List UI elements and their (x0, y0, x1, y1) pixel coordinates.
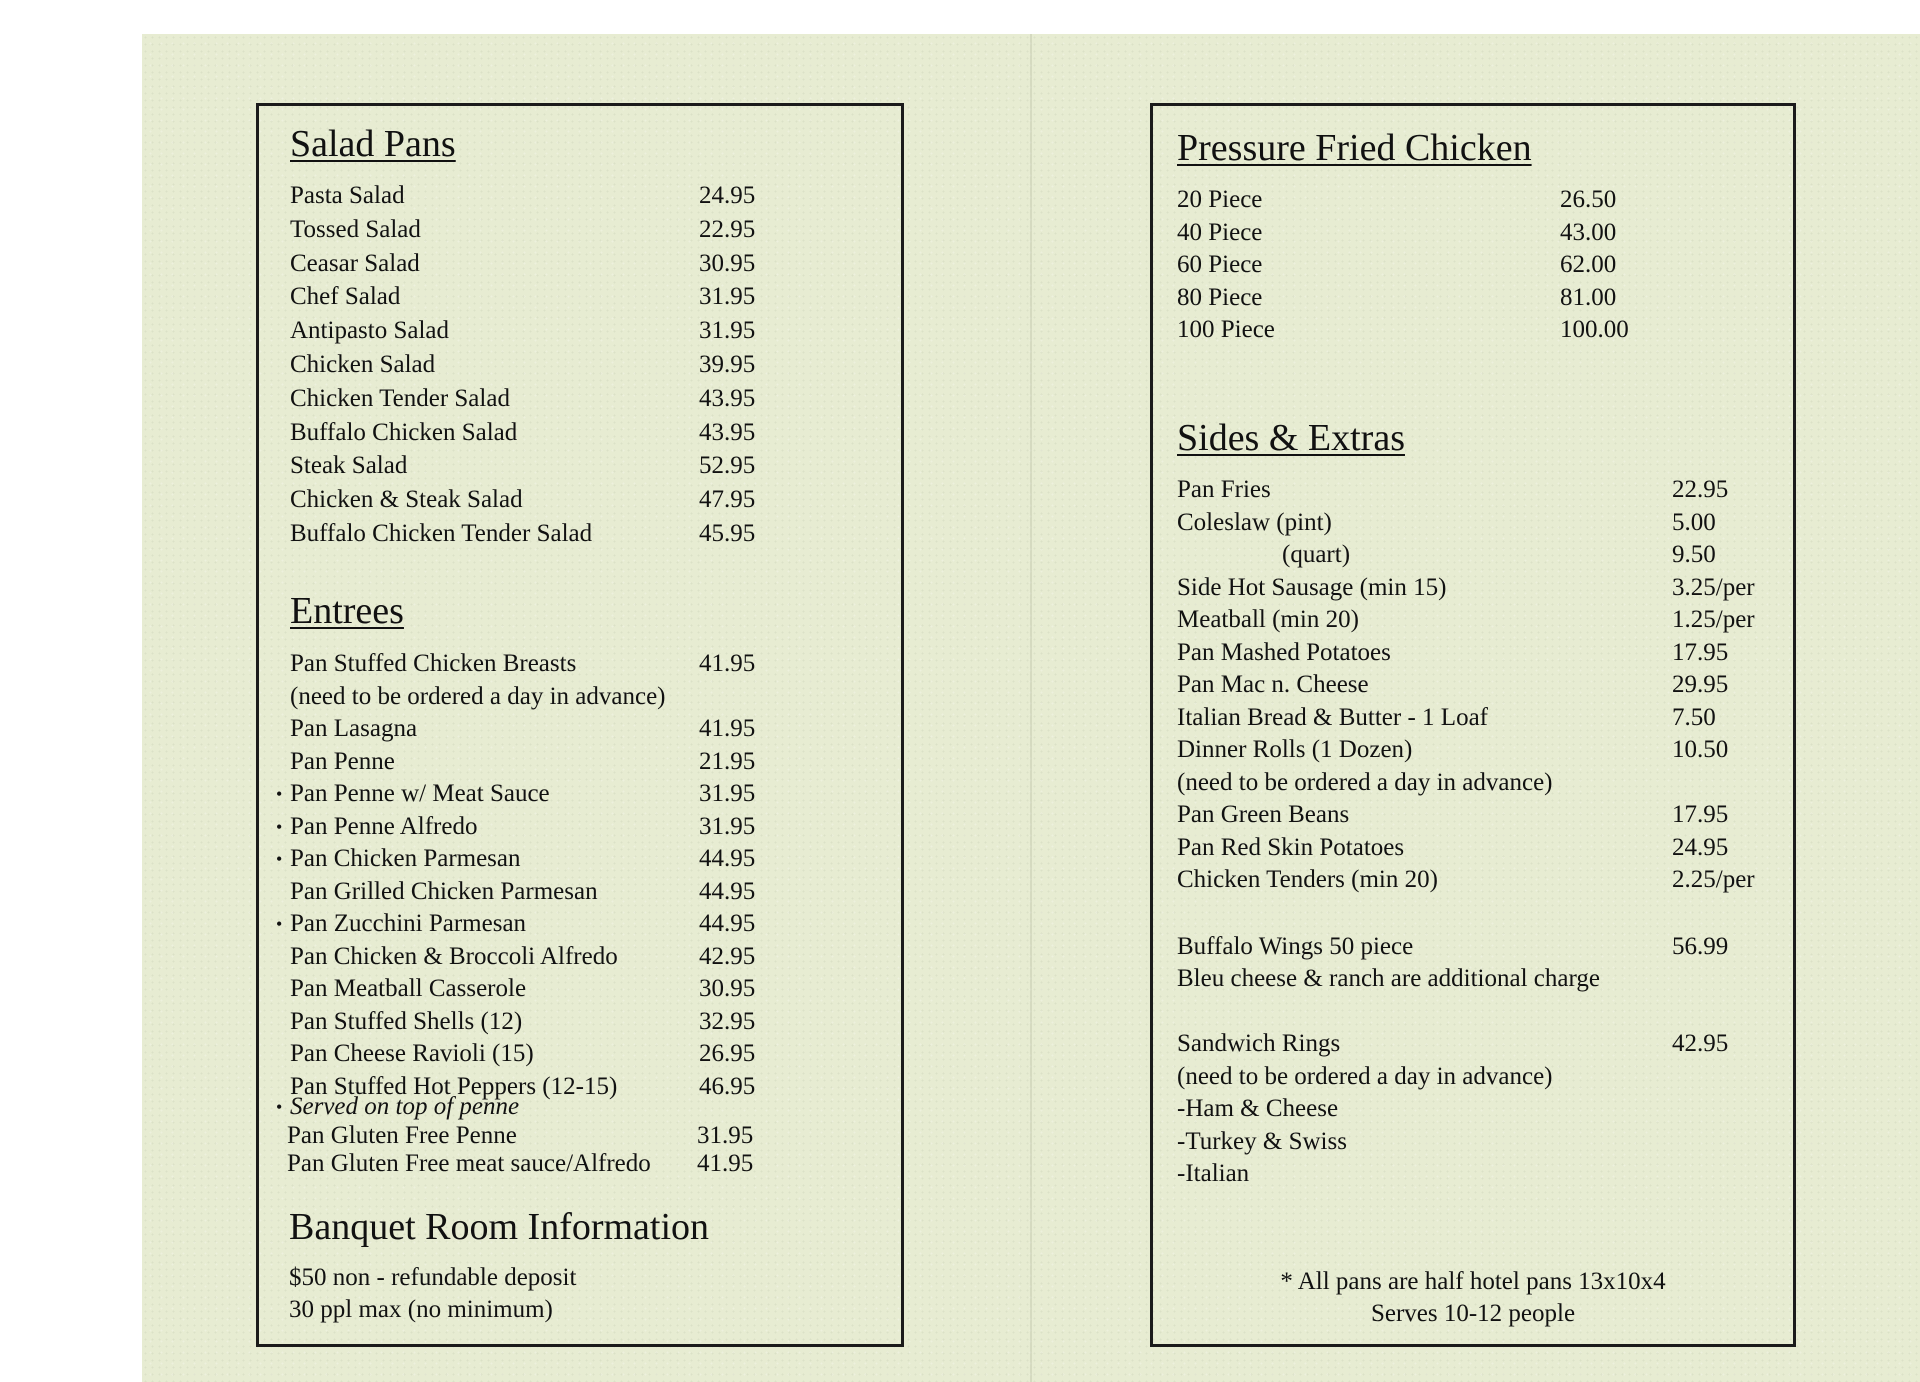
wings-note: Bleu cheese & ranch are additional charge (1177, 965, 1600, 992)
item-name: Pan Mashed Potatoes (1177, 638, 1391, 666)
item-price: 7.50 (1672, 703, 1716, 731)
sandwich-option: -Ham & Cheese (1177, 1095, 1339, 1122)
item-price: 44.95 (699, 845, 756, 872)
item-price: 21.95 (699, 747, 756, 775)
item-price: 39.95 (699, 351, 756, 378)
fried-chicken-heading: Pressure Fried Chicken (1177, 127, 1532, 169)
item-price: 52.95 (699, 452, 756, 480)
item-price: 42.95 (699, 942, 756, 970)
item-name: Pan Chicken Parmesan (290, 845, 521, 872)
item-name: Pasta Salad (290, 182, 405, 209)
item-name: Dinner Rolls (1 Dozen) (1177, 736, 1413, 763)
sandwich-advance-note: (need to be ordered a day in advance) (1177, 1063, 1553, 1090)
bullet-mark: • (276, 1097, 283, 1117)
sandwich-name: Sandwich Rings (1177, 1030, 1341, 1057)
item-price: 9.50 (1672, 541, 1716, 568)
item-name: Chicken Tender Salad (290, 384, 510, 412)
item-price: 45.95 (699, 520, 756, 547)
banquet-heading: Banquet Room Information (289, 1206, 710, 1248)
item-name: Buffalo Chicken Tender Salad (290, 520, 593, 547)
item-price: 17.95 (1672, 801, 1729, 828)
item-name: Pan Grilled Chicken Parmesan (290, 877, 598, 905)
item-name: Pan Cheese Ravioli (15) (290, 1040, 534, 1067)
item-price: 24.95 (1672, 833, 1729, 861)
item-name: Pan Red Skin Potatoes (1177, 833, 1405, 861)
serves-note: Serves 10-12 people (1370, 1300, 1576, 1327)
item-name: Chef Salad (290, 283, 401, 311)
sandwich-price: 42.95 (1672, 1030, 1729, 1057)
item-price: 43.00 (1560, 218, 1617, 246)
item-name: 20 Piece (1177, 186, 1263, 213)
item-price: 41.95 (699, 650, 756, 677)
item-price: 44.95 (699, 877, 756, 905)
item-price: 43.95 (699, 384, 756, 412)
item-name: Pan Gluten Free meat sauce/Alfredo (287, 1150, 651, 1177)
item-name: Italian Bread & Butter - 1 Loaf (1177, 703, 1488, 731)
item-name: Side Hot Sausage (min 15) (1177, 573, 1447, 601)
item-name: Pan Zucchini Parmesan (290, 910, 527, 937)
item-price: 43.95 (699, 418, 756, 446)
page-fold (1030, 34, 1032, 1382)
item-price: 26.95 (699, 1040, 756, 1067)
item-name: Chicken Salad (290, 351, 436, 378)
item-name: Pan Chicken & Broccoli Alfredo (290, 942, 618, 970)
bullet-mark: • (276, 784, 283, 804)
item-price: 26.50 (1560, 186, 1617, 213)
item-name: Pan Gluten Free Penne (287, 1122, 517, 1149)
item-price: 29.95 (1672, 671, 1729, 698)
item-price: 100.00 (1560, 316, 1629, 343)
item-price: 47.95 (699, 486, 756, 514)
sides-heading: Sides & Extras (1177, 417, 1405, 459)
wings-price: 56.99 (1672, 933, 1729, 960)
bullet-mark: • (276, 849, 283, 869)
served-note (276, 1092, 520, 1122)
item-name: Meatball (min 20) (1177, 606, 1359, 633)
item-name: Pan Penne (290, 747, 395, 775)
item-price: 1.25/per (1672, 606, 1755, 633)
item-name: Pan Penne Alfredo (290, 812, 478, 840)
item-price: 17.95 (1672, 638, 1729, 666)
item-name: (need to be ordered a day in advance) (290, 682, 666, 710)
salad-pans-heading: Salad Pans (290, 123, 456, 165)
item-price: 30.95 (699, 975, 756, 1002)
item-name: Chicken Tenders (min 20) (1177, 866, 1438, 893)
item-name: 80 Piece (1177, 283, 1263, 311)
item-name: 60 Piece (1177, 251, 1263, 278)
item-name: (need to be ordered a day in advance) (1177, 768, 1553, 796)
item-price: 10.50 (1672, 736, 1729, 763)
item-price: 31.95 (697, 1122, 754, 1149)
item-price: 3.25/per (1672, 573, 1755, 601)
item-price: 5.00 (1672, 508, 1716, 536)
item-name: Pan Penne w/ Meat Sauce (290, 780, 550, 807)
served-note-text: Served on top of penne (290, 1093, 520, 1120)
item-price: 31.95 (699, 780, 756, 807)
item-name: Antipasto Salad (290, 317, 450, 345)
item-price: 2.25/per (1672, 866, 1755, 893)
item-price: 31.95 (699, 317, 756, 345)
sandwich-option: -Turkey & Swiss (1177, 1128, 1347, 1155)
item-name: Steak Salad (290, 452, 408, 480)
item-name: Coleslaw (pint) (1177, 508, 1332, 536)
item-price: 22.95 (699, 215, 756, 243)
item-name: Pan Fries (1177, 476, 1271, 503)
item-name: Pan Green Beans (1177, 801, 1350, 828)
item-price: 41.95 (699, 715, 756, 742)
bullet-mark: • (276, 816, 283, 837)
sandwich-option: -Italian (1177, 1160, 1250, 1187)
pans-size-note: * All pans are half hotel pans 13x10x4 (1280, 1268, 1666, 1295)
item-price: 22.95 (1672, 476, 1729, 503)
item-name: Tossed Salad (290, 215, 421, 243)
item-price: 30.95 (699, 249, 756, 277)
item-name: (quart) (1282, 541, 1351, 568)
item-price: 31.95 (699, 283, 756, 311)
item-price: 31.95 (699, 812, 756, 840)
item-name: 100 Piece (1177, 316, 1275, 343)
item-name: Pan Meatball Casserole (290, 975, 527, 1002)
banquet-deposit: $50 non - refundable deposit (289, 1264, 577, 1291)
item-name: Ceasar Salad (290, 249, 420, 277)
item-price: 41.95 (697, 1150, 754, 1177)
entrees-heading: Entrees (290, 590, 404, 632)
item-price: 32.95 (699, 1007, 756, 1035)
item-name: 40 Piece (1177, 218, 1263, 246)
item-name: Pan Stuffed Chicken Breasts (290, 650, 577, 677)
item-price: 44.95 (699, 910, 756, 937)
item-price: 62.00 (1560, 251, 1617, 278)
item-name: Buffalo Chicken Salad (290, 418, 518, 446)
wings-name: Buffalo Wings 50 piece (1177, 933, 1414, 960)
item-price: 46.95 (699, 1072, 756, 1100)
bullet-mark: • (276, 914, 283, 934)
item-name: Pan Mac n. Cheese (1177, 671, 1369, 698)
item-price: 24.95 (699, 182, 756, 209)
item-price: 81.00 (1560, 283, 1617, 311)
item-name: Pan Stuffed Hot Peppers (12-15) (290, 1072, 618, 1100)
item-name: Chicken & Steak Salad (290, 486, 523, 514)
banquet-capacity: 30 ppl max (no minimum) (289, 1296, 553, 1323)
item-name: Pan Stuffed Shells (12) (290, 1007, 523, 1035)
item-name: Pan Lasagna (290, 715, 418, 742)
